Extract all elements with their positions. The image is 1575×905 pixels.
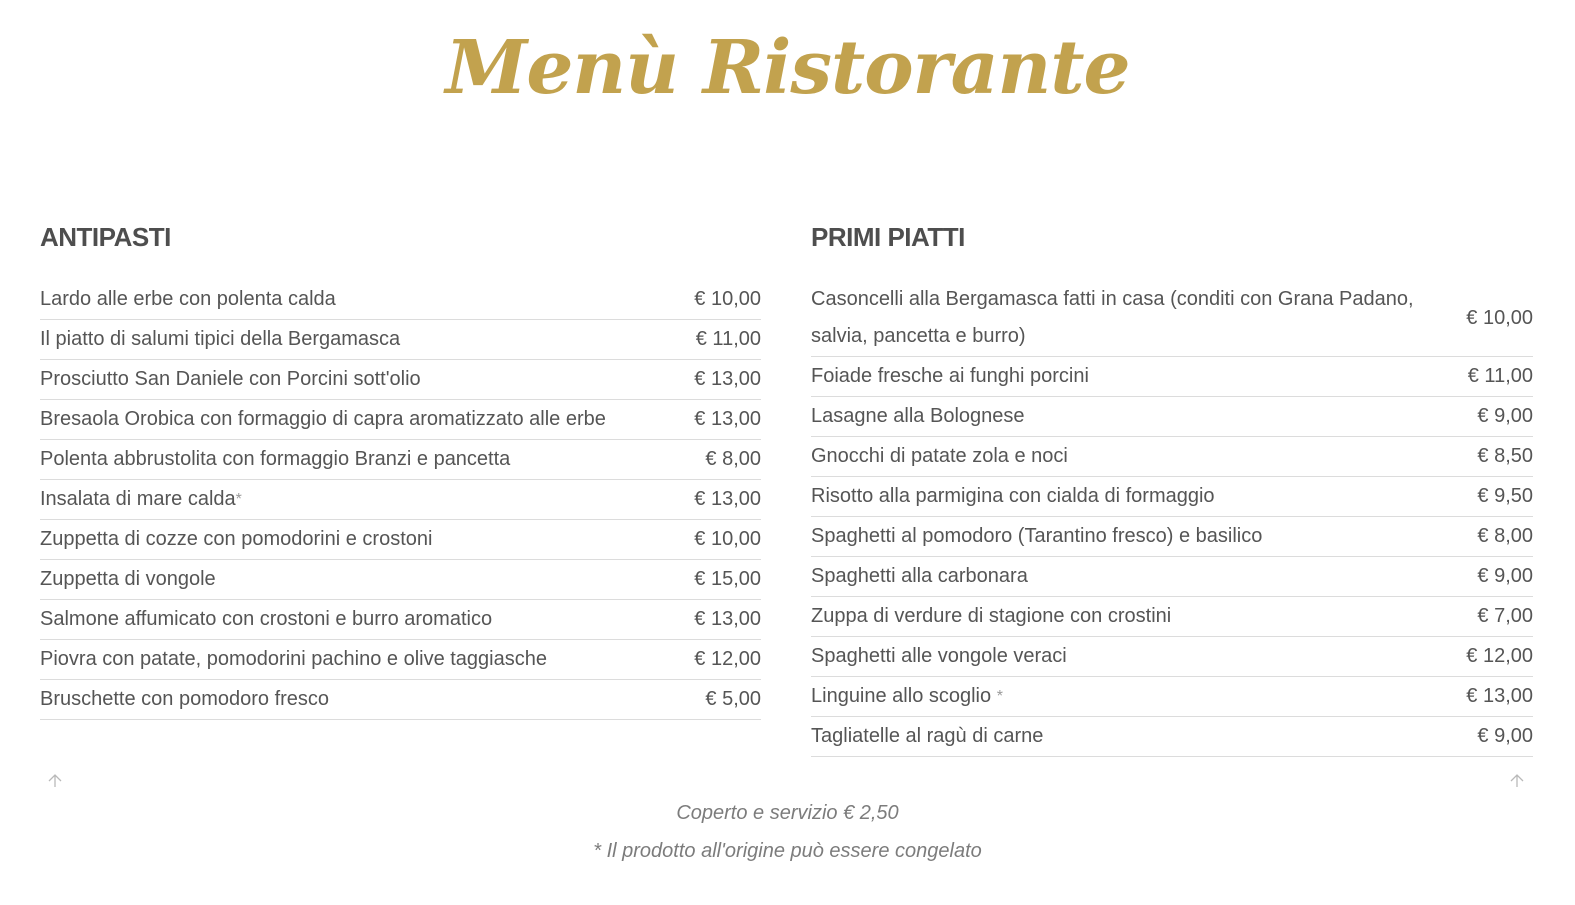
menu-item [40, 520, 761, 560]
item-name: Spaghetti alla carbonara [811, 565, 1028, 587]
antipasti-section [40, 218, 761, 710]
item-name-with-star [811, 678, 1466, 715]
item-name: Spaghetti alle vongole veraci [811, 645, 1067, 667]
frozen-star: * [235, 491, 242, 508]
section-title-primi: PRIMI PIATTI [811, 222, 965, 252]
frozen-star: * [996, 688, 1003, 705]
item-price: € 13,00 [694, 488, 761, 510]
antipasti-list [40, 280, 761, 720]
item-name-text: Linguine allo scoglio [811, 685, 997, 707]
item-name-with-star [40, 481, 694, 518]
item-price: € 13,00 [694, 608, 761, 630]
menu-item [811, 477, 1533, 517]
item-price: € 9,00 [1477, 565, 1533, 587]
menu-item [40, 280, 761, 320]
item-price: € 7,00 [1477, 605, 1533, 627]
menu-item [40, 560, 761, 600]
menu-item [811, 357, 1533, 397]
item-price: € 11,00 [1467, 365, 1533, 387]
menu-item [811, 677, 1533, 717]
menu-item [811, 437, 1533, 477]
coperto-note: Coperto e servizio € 2,50 [676, 802, 899, 824]
item-price: € 5,00 [705, 688, 761, 710]
menu-item [40, 440, 761, 480]
item-name: Spaghetti al pomodoro (Tarantino fresco) e basilico [811, 525, 1263, 547]
menu-item [811, 637, 1533, 677]
item-name: Piovra con patate, pomodorini pachino e olive taggiasche [40, 648, 547, 670]
item-price: € 8,00 [1477, 525, 1533, 547]
item-price: € 15,00 [694, 568, 761, 590]
item-name: Il piatto di salumi tipici della Bergamasca [40, 328, 401, 350]
menu-item [40, 360, 761, 400]
item-price: € 10,00 [694, 288, 761, 310]
item-price: € 9,50 [1477, 485, 1533, 507]
section-title-antipasti: ANTIPASTI [40, 222, 171, 252]
arrow-up-icon [1508, 774, 1526, 794]
menu-item [40, 600, 761, 640]
item-price: € 10,00 [1466, 306, 1533, 329]
item-name: Zuppetta di vongole [40, 568, 216, 590]
item-name: Zuppetta di cozze con pomodorini e crostoni [40, 528, 433, 550]
item-price: € 9,00 [1477, 405, 1533, 427]
item-price: € 11,00 [695, 328, 761, 350]
item-name: Prosciutto San Daniele con Porcini sott'olio [40, 368, 421, 390]
item-name: Foiade fresche ai funghi porcini [811, 365, 1089, 387]
item-price: € 8,00 [705, 448, 761, 470]
arrow-up-icon [46, 774, 64, 794]
item-name: Lasagne alla Bolognese [811, 405, 1025, 427]
back-to-top-right[interactable] [1506, 772, 1528, 794]
item-name: Polenta abbrustolita con formaggio Branzi e pancetta [40, 448, 511, 470]
frozen-product-note: * Il prodotto all'origine può essere congelato [593, 840, 982, 862]
item-name: Zuppa di verdure di stagione con crostini [811, 605, 1172, 627]
item-name: Casoncelli alla Bergamasca fatti in casa (conditi con Grana Padano, salvia, pancetta e burro) [811, 288, 1414, 347]
menu-item [40, 640, 761, 680]
menu-item [811, 517, 1533, 557]
menu-item [40, 320, 761, 360]
item-name: Tagliatelle al ragù di carne [811, 725, 1044, 747]
menu-item [811, 557, 1533, 597]
menu-item [811, 280, 1533, 357]
back-to-top-left[interactable] [44, 772, 66, 794]
item-price: € 13,00 [694, 408, 761, 430]
item-price: € 12,00 [694, 648, 761, 670]
item-name: Bruschette con pomodoro fresco [40, 688, 330, 710]
menu-item [40, 680, 761, 720]
menu-item [811, 397, 1533, 437]
item-price: € 10,00 [694, 528, 761, 550]
item-name: Salmone affumicato con crostoni e burro aromatico [40, 608, 493, 630]
menu-item [40, 400, 761, 440]
item-name: Risotto alla parmigina con cialda di formaggio [811, 485, 1215, 507]
menu-item [811, 597, 1533, 637]
item-price: € 12,00 [1466, 645, 1533, 667]
item-name: Gnocchi di patate zola e noci [811, 445, 1068, 467]
item-name-text: Insalata di mare calda [40, 488, 236, 510]
item-name: Bresaola Orobica con formaggio di capra aromatizzato alle erbe [40, 408, 606, 430]
item-price: € 13,00 [694, 368, 761, 390]
menu-item [40, 480, 761, 520]
item-name: Lardo alle erbe con polenta calda [40, 288, 336, 310]
item-price: € 13,00 [1466, 685, 1533, 707]
item-price: € 9,00 [1477, 725, 1533, 747]
primi-list [811, 280, 1533, 757]
page-title: Menù Ristorante [445, 25, 1130, 111]
primi-section [811, 218, 1533, 747]
item-price: € 8,50 [1477, 445, 1533, 467]
menu-item [811, 717, 1533, 757]
